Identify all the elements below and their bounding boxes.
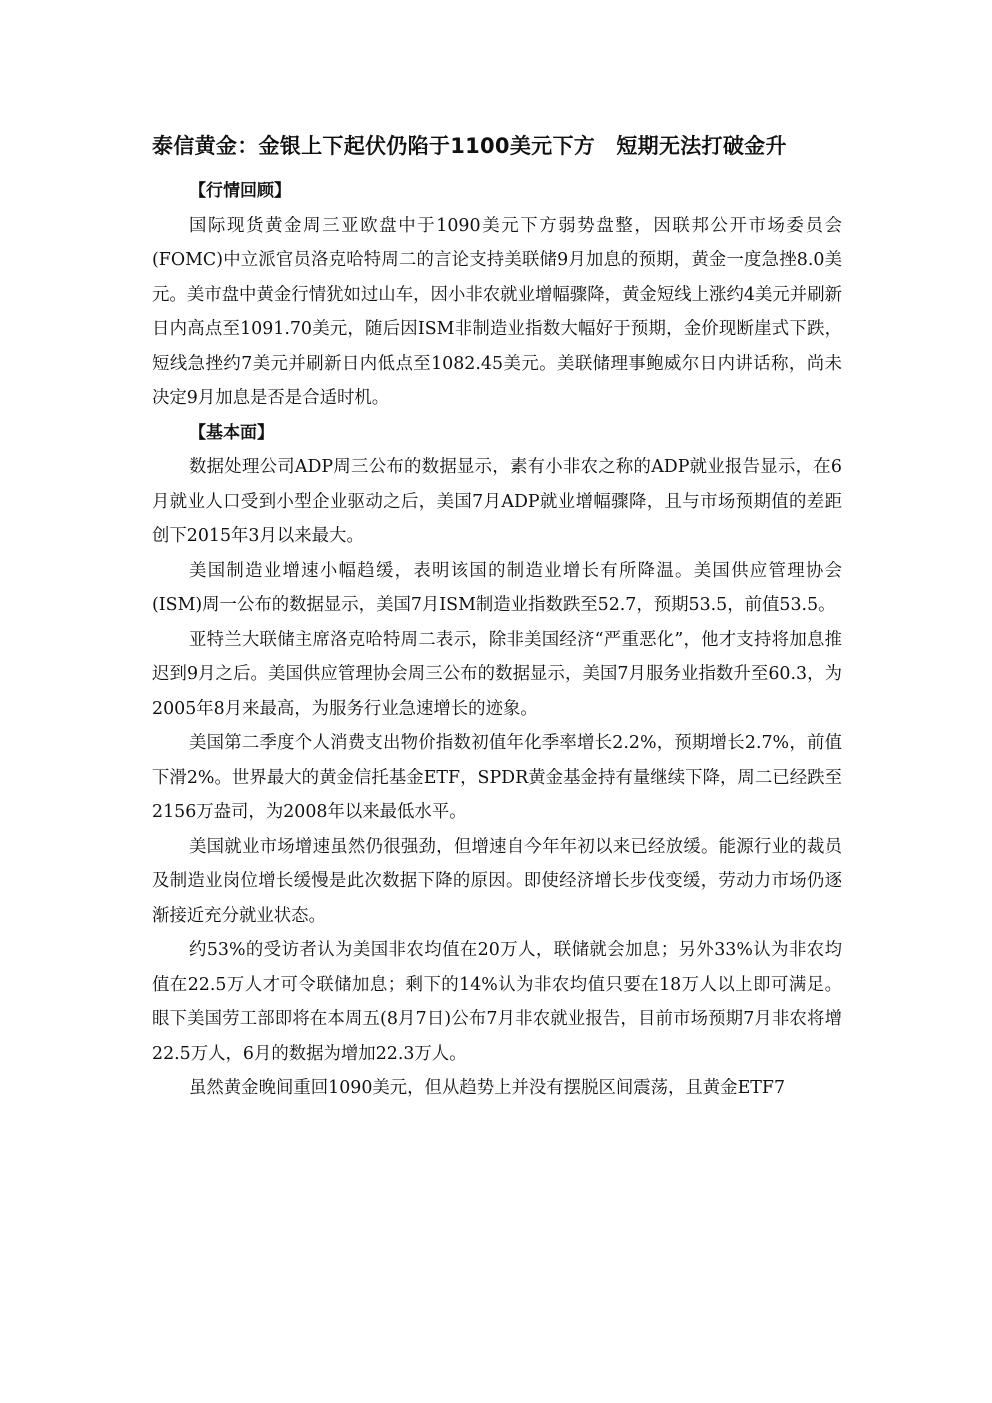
section-heading-market-review: 【行情回顾】 bbox=[189, 181, 291, 201]
paragraph: 约53%的受访者认为美国非农均值在20万人，联储就会加息；另外33%认为非农均值在22.5万人才可令联储加息；剩下的14%认为非农均值只要在18万人以上即可满足。眼下美国劳工部即将在本周五(8月7日)公布7月非农就业报告，目前市场预期7月非农将增22.5万人，6月的数据为增加22.3万人。 bbox=[152, 940, 842, 1064]
paragraph: 美国第二季度个人消费支出物价指数初值年化季率增长2.2%，预期增长2.7%，前值下滑2%。世界最大的黄金信托基金ETF，SPDR黄金基金持有量继续下降，周二已经跌至2156万盎司，为2008年以来最低水平。 bbox=[152, 733, 842, 822]
paragraph: 数据处理公司ADP周三公布的数据显示，素有小非农之称的ADP就业报告显示，在6月就业人口受到小型企业驱动之后，美国7月ADP就业增幅骤降，且与市场预期值的差距创下2015年3月以来最大。 bbox=[152, 457, 842, 546]
document-body bbox=[152, 174, 842, 1106]
paragraph: 美国就业市场增速虽然仍很强劲，但增速自今年年初以来已经放缓。能源行业的裁员及制造业岗位增长缓慢是此次数据下降的原因。即使经济增长步伐变缓，劳动力市场仍逐渐接近充分就业状态。 bbox=[152, 836, 842, 926]
section-heading-fundamentals: 【基本面】 bbox=[189, 422, 274, 443]
document-title: 泰信黄金：金银上下起伏仍陷于1100美元下方 短期无法打破金升 bbox=[152, 134, 787, 158]
paragraph: 虽然黄金晚间重回1090美元，但从趋势上并没有摆脱区间震荡，且黄金ETF7 bbox=[189, 1078, 786, 1098]
paragraph: 美国制造业增速小幅趋缓，表明该国的制造业增长有所降温。美国供应管理协会(ISM)周一公布的数据显示，美国7月ISM制造业指数跌至52.7，预期53.5，前值53.5。 bbox=[152, 560, 842, 615]
paragraph: 国际现货黄金周三亚欧盘中于1090美元下方弱势盘整，因联邦公开市场委员会(FOMC)中立派官员洛克哈特周二的言论支持美联储9月加息的预期，黄金一度急挫8.0美元。美市盘中黄金行情犹如过山车，因小非农就业增幅骤降，黄金短线上涨约4美元并刷新日内高点至1091.70美元，随后因ISM非制造业指数大幅好于预期，金价现断崖式下跌，短线急挫约7美元并刷新日内低点至1082.45美元。美联储理事鲍威尔日内讲话称，尚未决定9月加息是否是合适时机。 bbox=[152, 215, 842, 408]
paragraph: 亚特兰大联储主席洛克哈特周二表示，除非美国经济“严重恶化”，他才支持将加息推迟到9月之后。美国供应管理协会周三公布的数据显示，美国7月服务业指数升至60.3，为2005年8月来最高，为服务行业急速增长的迹象。 bbox=[152, 629, 842, 719]
